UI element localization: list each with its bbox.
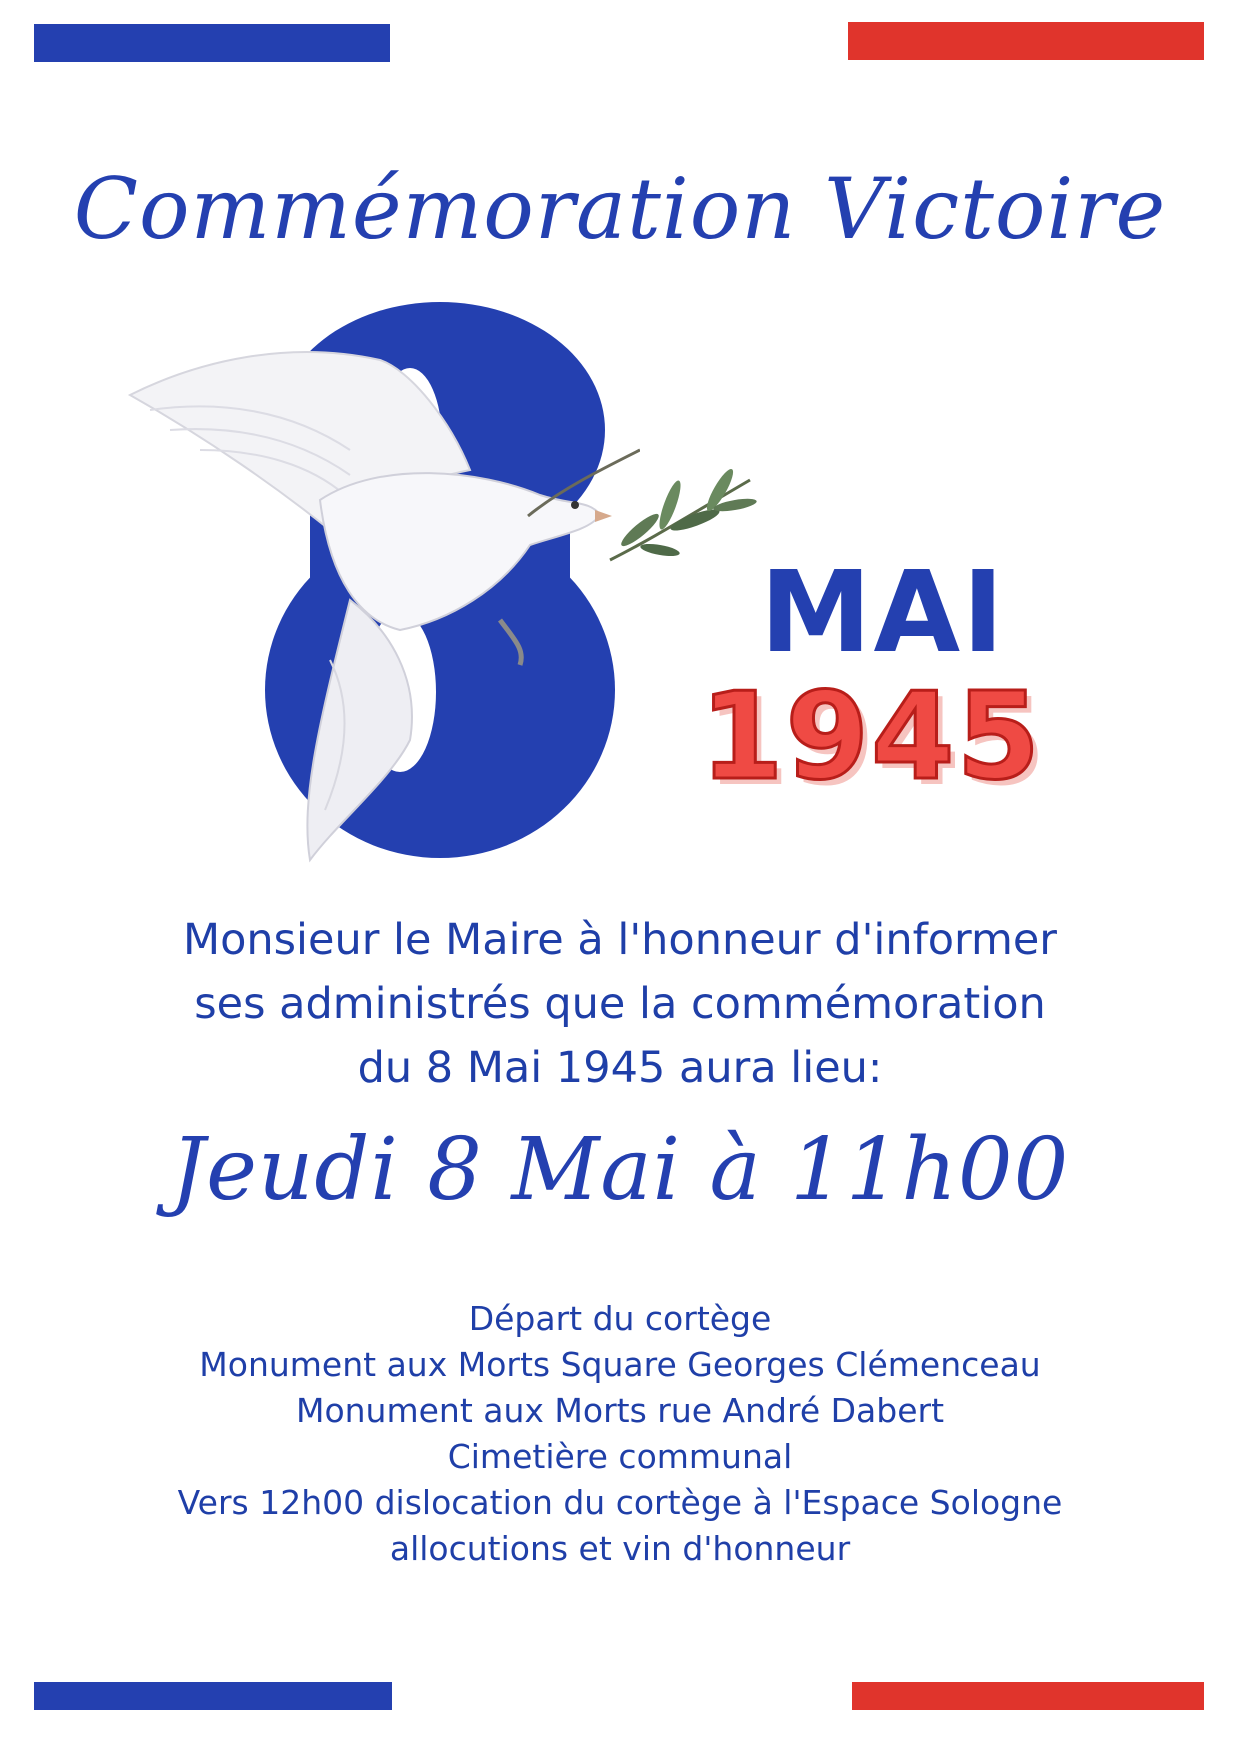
program-line: allocutions et vin d'honneur — [389, 1529, 851, 1568]
intro-line: du 8 Mai 1945 aura lieu: — [357, 1043, 883, 1093]
intro-line: Monsieur le Maire à l'honneur d'informer — [182, 915, 1057, 965]
program-line: Départ du cortège — [468, 1299, 772, 1338]
program-line: Vers 12h00 dislocation du cortège à l'Espace Sologne — [177, 1483, 1063, 1522]
month-label: MAI — [760, 548, 1006, 678]
intro-text — [0, 908, 1240, 1100]
year-label: 1945 — [700, 668, 1042, 807]
intro-line: ses administrés que la commémoration — [194, 979, 1046, 1029]
bottom-right-red-bar — [852, 1682, 1204, 1710]
program-line: Monument aux Morts Square Georges Clémenceau — [199, 1345, 1041, 1384]
bottom-left-blue-bar — [34, 1682, 392, 1710]
program-list — [0, 1296, 1240, 1572]
page-title: Commémoration Victoire — [73, 160, 1167, 258]
hero-illustration — [120, 300, 640, 880]
program-line: Cimetière communal — [447, 1437, 793, 1476]
event-datetime: Jeudi 8 Mai à 11h00 — [170, 1120, 1070, 1220]
top-right-red-bar — [848, 22, 1204, 60]
program-line: Monument aux Morts rue André Dabert — [295, 1391, 945, 1430]
olive-leaves — [600, 460, 760, 580]
top-left-blue-bar — [34, 24, 390, 62]
